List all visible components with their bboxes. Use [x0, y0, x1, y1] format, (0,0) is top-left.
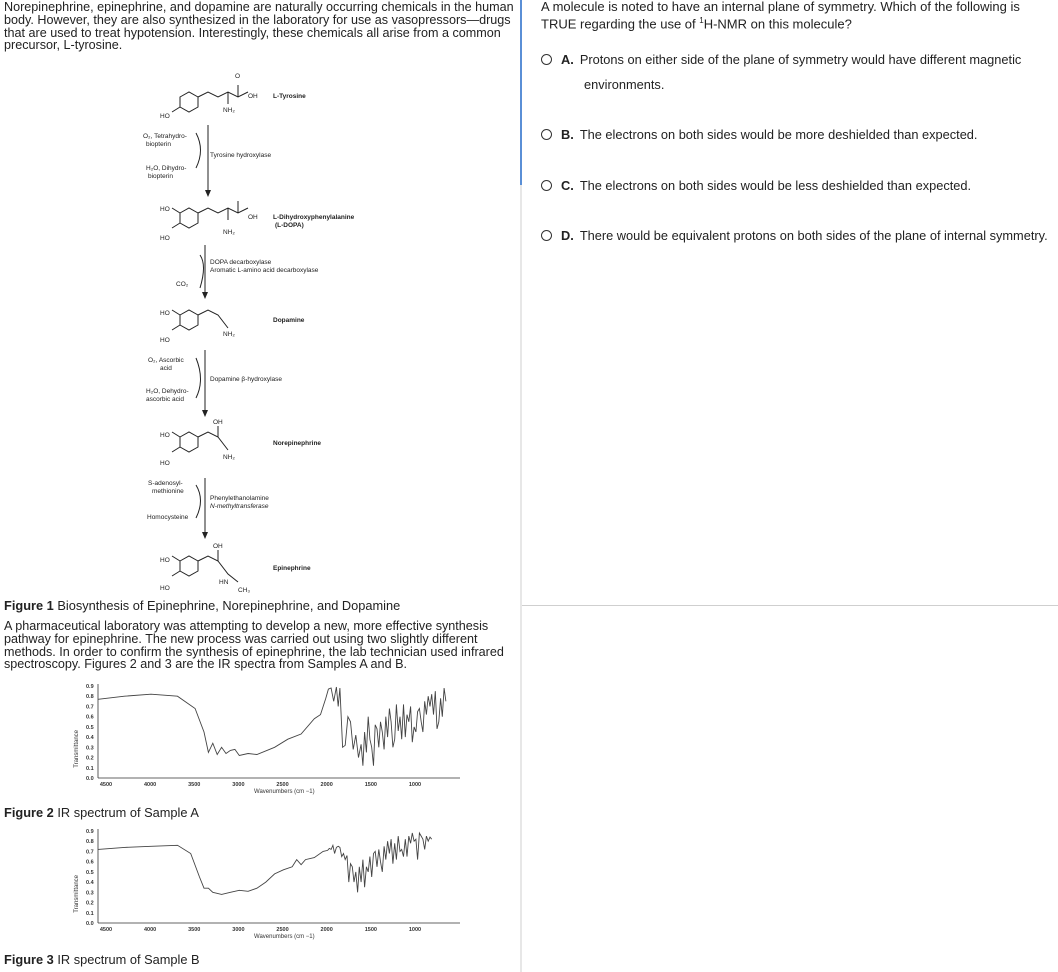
cofactor-5a: H₂O, Dehydro-	[146, 388, 189, 395]
option-letter-a: A.	[561, 52, 574, 67]
label-ho: HO	[160, 206, 170, 213]
y-tick-label-a: 0.0	[86, 776, 94, 782]
figure1-number: Figure 1	[4, 598, 54, 613]
option-letter-d: D.	[561, 228, 574, 243]
cofactor-3: CO₂	[176, 281, 189, 288]
label-nh2: NH₂	[223, 454, 235, 461]
label-ldopa-abbr: (L-DOPA)	[275, 222, 304, 229]
x-tick-label-a: 4500	[99, 782, 113, 788]
y-tick-label-b: 0.0	[86, 921, 94, 927]
figure3-number: Figure 3	[4, 952, 54, 967]
label-hn: HN	[219, 579, 229, 586]
label-oh: OH	[248, 214, 258, 221]
spectrum-line-a	[98, 687, 446, 766]
x-tick-label-a: 4000	[143, 782, 157, 788]
x-tick-label-b: 4500	[99, 927, 113, 933]
option-letter-c: C.	[561, 178, 574, 193]
label-ho: HO	[160, 113, 170, 120]
x-tick-label-b: 2000	[320, 927, 333, 933]
radio-button-b[interactable]	[541, 129, 552, 140]
option-text-c: The electrons on both sides would be less deshielded than expected.	[579, 178, 972, 193]
enzyme-4b: N-methyltransferase	[210, 503, 269, 510]
x-axis-label-b: Wavenumbers (cm −1)	[254, 934, 315, 940]
figure2-caption-text: IR spectrum of Sample A	[57, 805, 199, 820]
label-norepinephrine: Norepinephrine	[273, 440, 322, 447]
option-text-d: There would be equivalent protons on both sides of the plane of internal symmetry.	[579, 228, 1048, 243]
y-tick-label-b: 0.5	[86, 869, 94, 876]
answer-option-c[interactable]	[541, 178, 971, 193]
answer-option-b[interactable]	[541, 127, 978, 142]
y-tick-label-b: 0.3	[86, 890, 94, 897]
biosynthesis-diagram	[0, 0, 520, 600]
label-oh: OH	[213, 543, 223, 550]
radio-button-c[interactable]	[541, 180, 552, 191]
figure2-number: Figure 2	[4, 805, 54, 820]
y-tick-label-b: 0.2	[86, 900, 94, 907]
panel-divider	[520, 185, 522, 972]
enzyme-3: Dopamine β-hydroxylase	[210, 376, 283, 383]
x-axis-label-a: Wavenumbers (cm −1)	[254, 789, 315, 795]
cofactor-2a: H₂O, Dihydro-	[146, 165, 187, 172]
y-tick-label-b: 0.8	[86, 839, 94, 846]
label-ho: HO	[160, 585, 170, 592]
cofactor-5b: ascorbic acid	[146, 396, 184, 403]
figure1-caption-text: Biosynthesis of Epinephrine, Norepinephrine, and Dopamine	[57, 598, 401, 613]
cofactor-4b: acid	[160, 365, 172, 372]
enzyme-4a: Phenylethanolamine	[210, 495, 269, 502]
label-ho: HO	[160, 337, 170, 344]
label-nh2: NH₂	[223, 107, 235, 114]
enzyme-2a: DOPA decarboxylase	[210, 259, 272, 266]
y-tick-label-b: 0.1	[86, 910, 94, 917]
y-tick-label-a: 0.6	[86, 714, 94, 721]
x-tick-label-a: 1000	[408, 782, 422, 788]
x-tick-label-b: 4000	[143, 927, 157, 933]
x-tick-label-b: 3500	[188, 927, 201, 933]
label-ho: HO	[160, 310, 170, 317]
y-tick-label-a: 0.9	[86, 684, 94, 690]
x-tick-label-a: 2500	[276, 782, 289, 788]
x-tick-label-b: 2500	[276, 927, 289, 933]
label-ho: HO	[160, 460, 170, 467]
y-tick-label-a: 0.7	[86, 704, 94, 711]
question-stem	[541, 0, 1051, 31]
option-letter-b: B.	[561, 127, 574, 142]
radio-button-a[interactable]	[541, 54, 552, 65]
cofactor-2b: biopterin	[148, 173, 173, 180]
y-tick-label-a: 0.8	[86, 694, 94, 701]
enzyme-2b: Aromatic L-amino acid decarboxylase	[210, 267, 319, 274]
answer-option-a[interactable]	[541, 52, 1021, 67]
x-tick-label-b: 3000	[232, 927, 245, 933]
label-ho: HO	[160, 235, 170, 242]
y-axis-label-a: Transmittance	[74, 729, 80, 768]
label-oh: OH	[248, 93, 258, 100]
label-dopamine: Dopamine	[273, 317, 305, 324]
y-tick-label-b: 0.6	[86, 859, 94, 866]
question-superscript: 1	[699, 15, 704, 25]
question-divider	[522, 605, 1058, 606]
intro-paragraph: Norepinephrine, epinephrine, and dopamine are naturally occurring chemicals in the human body. However, they are also synthesized in the laboratory for use as vasopressors—drugs that are used to treat hypotension. Interestingly, these chemicals all arise from a common precursor, L-tyrosine.	[4, 0, 514, 53]
x-tick-label-a: 1500	[364, 782, 377, 788]
y-axis-label-b: Transmittance	[74, 874, 80, 913]
option-text-a: Protons on either side of the plane of symmetry would have different magnetic	[579, 52, 1022, 67]
x-tick-label-a: 3000	[232, 782, 245, 788]
label-nh2: NH₂	[223, 229, 235, 236]
y-tick-label-a: 0.5	[86, 724, 94, 731]
method-paragraph: A pharmaceutical laboratory was attempting to develop a new, more effective synthesis pathway for epinephrine. The new process was carried out using two slightly different methods. In order to confirm the synthesis of epinephrine, the lab technician used infrared spectroscopy. Figures 2 and 3 are the IR spectra from Samples A and B.	[4, 619, 504, 672]
y-tick-label-a: 0.1	[86, 765, 94, 772]
y-tick-label-a: 0.4	[86, 735, 94, 742]
y-tick-label-b: 0.4	[86, 880, 94, 887]
cofactor-7: Homocysteine	[147, 514, 189, 521]
spectrum-line-b	[98, 833, 432, 894]
label-epinephrine: Epinephrine	[273, 565, 311, 572]
y-tick-label-b: 0.9	[86, 829, 94, 835]
label-ch3: CH₃	[238, 587, 251, 594]
option-text-a-line2: environments.	[584, 77, 665, 92]
cofactor-1b: biopterin	[146, 141, 171, 148]
figure1-caption	[4, 598, 400, 613]
cofactor-4a: O₂, Ascorbic	[148, 357, 184, 364]
x-tick-label-b: 1500	[364, 927, 377, 933]
y-tick-label-a: 0.2	[86, 755, 94, 762]
question-text-post: H-NMR on this molecule?	[703, 15, 852, 31]
label-tyrosine: L-Tyrosine	[273, 93, 306, 100]
y-tick-label-b: 0.7	[86, 849, 94, 856]
label-ho: HO	[160, 557, 170, 564]
label-o: O	[235, 73, 241, 80]
cofactor-6a: S-adenosyl-	[148, 480, 183, 487]
label-ldopa: L-Dihydroxyphenylalanine	[273, 214, 355, 221]
option-text-b: The electrons on both sides would be more deshielded than expected.	[579, 127, 978, 142]
figure3-caption	[4, 952, 200, 967]
scroll-indicator[interactable]	[520, 0, 522, 185]
figure3-caption-text: IR spectrum of Sample B	[57, 952, 200, 967]
cofactor-1a: O₂, Tetrahydro-	[143, 133, 187, 140]
label-oh: OH	[213, 419, 223, 426]
figure2-caption	[4, 805, 199, 820]
label-nh2: NH₂	[223, 331, 235, 338]
passage-panel	[0, 0, 520, 972]
enzyme-1: Tyrosine hydroxylase	[210, 152, 272, 159]
x-tick-label-a: 3500	[188, 782, 201, 788]
x-tick-label-a: 2000	[320, 782, 333, 788]
answer-option-d[interactable]	[541, 228, 1048, 243]
radio-button-d[interactable]	[541, 230, 552, 241]
cofactor-6b: methionine	[152, 488, 184, 495]
question-text-pre: A molecule is noted to have an internal plane of symmetry. Which of the following is TRUE regarding the use of	[541, 0, 1020, 31]
y-tick-label-a: 0.3	[86, 745, 94, 752]
ir-spectrum-a	[0, 680, 520, 805]
ir-spectrum-b	[0, 825, 520, 950]
x-tick-label-b: 1000	[408, 927, 422, 933]
label-ho: HO	[160, 432, 170, 439]
